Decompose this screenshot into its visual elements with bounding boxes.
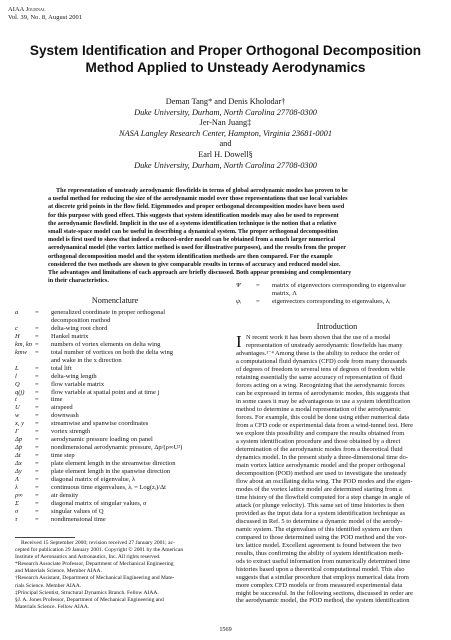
nomenclature-entry (15, 508, 215, 516)
nomenclature-entry (15, 492, 215, 500)
nomenclature-definition: matrix of eigenvectors corresponding to eigenvalue (272, 282, 406, 289)
nomenclature-entry (15, 333, 215, 341)
author-names: Deman Tang* and Denis Kholodar† (165, 97, 286, 106)
equals-sign: = (35, 428, 39, 436)
nomenclature-symbol: U (15, 404, 20, 412)
equals-sign: = (35, 507, 39, 515)
introduction-line: of degrees of freedom to several tens of degrees of freedom while (236, 365, 406, 373)
nomenclature-entry (236, 282, 436, 290)
introduction-line: discussed in Ref. 5 to determine a dynamic model of the aerody- (236, 517, 403, 525)
nomenclature-symbol: Δy (15, 468, 22, 476)
nomenclature-definition: delta-wing root chord (51, 324, 108, 332)
nomenclature-entry (15, 381, 215, 389)
nomenclature-definition: singular values of Q (51, 507, 104, 515)
introduction-line: might be successful. In the following sections, discussed in order are (236, 589, 413, 597)
nomenclature-symbol: Q (15, 380, 20, 388)
footnote-line: ‡Principal Scientist, Structural Dynamics Branch. Fellow AIAA. (15, 589, 159, 596)
nomenclature-entry (15, 309, 215, 317)
equals-sign: = (35, 436, 39, 444)
introduction-line: attack (or plunge velocity). This same set of time histories is then (236, 501, 405, 509)
abstract-line: in their characteristics. (48, 277, 109, 285)
footnote-line: Received 15 September 2000; revision received 27 January 2001; ac- (21, 540, 175, 546)
introduction-line: namic system. The eigenvalues of this identified system are then (236, 525, 403, 533)
nomenclature-definition: numbers of vortex elements on delta wing (51, 340, 161, 348)
introduction-line: ods to extract useful information from numerically determined time (236, 557, 411, 565)
author-block (0, 97, 451, 171)
nomenclature-list-right (236, 282, 436, 306)
nomenclature-entry (15, 420, 215, 428)
introduction-line: forces acting on a wing. Recognizing that the aerodynamic forces (236, 381, 405, 389)
introduction-line: dynamics model. In the present study a three-dimensional time do- (236, 453, 408, 461)
footnote-line: and Materials Science. Member AIAA. (15, 568, 102, 575)
title-line: System Identification and Proper Orthogonal Decomposition (29, 43, 422, 58)
nomenclature-entry (15, 396, 215, 404)
equals-sign: = (35, 348, 39, 356)
abstract-line: for this purpose with good effect. This suggests that system identification models may also be used to represent (48, 211, 339, 219)
nomenclature-definition-continued: and wake in the x direction (51, 356, 122, 364)
nomenclature-entry (15, 404, 215, 412)
nomenclature-definition: downwash (51, 412, 79, 420)
nomenclature-symbol: Ψ (236, 282, 241, 289)
footnote-line: rials Science. Member AIAA. (15, 582, 82, 589)
introduction-line: a computational fluid dynamics (CFD) code from many thousands (236, 357, 407, 365)
equals-sign: = (35, 491, 39, 499)
introduction-heading: Introduction (316, 322, 358, 331)
nomenclature-definition: streamwise and spanwise coordinates (51, 420, 149, 428)
title-line: Method Applied to Unsteady Aerodynamics (85, 60, 366, 75)
nomenclature-symbol: Δt (15, 452, 21, 460)
nomenclature-entry (15, 500, 215, 508)
nomenclature-heading: Nomenclature (91, 296, 139, 305)
introduction-line: tex lattice model. Excellent agreement is found between the two (236, 541, 402, 549)
introduction-body (236, 334, 438, 605)
nomenclature-symbol: ρ∞ (15, 491, 23, 499)
nomenclature-symbol: c (15, 324, 18, 332)
abstract-line: the aerodynamic flowfield. Implicit in the use of a systems identification technique is the notion that a relative (48, 219, 337, 227)
nomenclature-definition: nondimensional aerodynamic pressure, Δp/(ρ∞U²) (51, 444, 183, 452)
abstract-line: The advantages and limitations of each approach are briefly discussed. Both appear promising and complementary (48, 269, 352, 277)
nomenclature-symbol: x, y (15, 420, 25, 428)
nomenclature-definition-continued: decomposition method (51, 316, 111, 324)
abstract-line: aerodynamical model (the vortex lattice method is used for illustrative purposes), and the results from the proper (48, 244, 346, 252)
equals-sign: = (256, 282, 260, 289)
nomenclature-symbol: t (15, 396, 17, 404)
equals-sign: = (35, 309, 39, 316)
nomenclature-symbol: Σ (15, 499, 19, 507)
introduction-line: N recent work it has been shown that the use of a modal (246, 334, 391, 341)
nomenclature-entry (15, 341, 215, 349)
equals-sign: = (256, 297, 260, 305)
author-names: Earl H. Dowell§ (198, 149, 253, 159)
introduction-line: in some cases it may be advantageous to use a system identification (236, 397, 411, 405)
introduction-line: main vortex lattice aerodynamic model and the proper orthogonal (236, 461, 406, 469)
nomenclature-entry (15, 476, 215, 484)
introduction-line: determination of the aerodynamic modes from a theoretical fluid (236, 445, 403, 453)
nomenclature-symbol: Γ (15, 428, 19, 436)
nomenclature-entry (15, 412, 215, 420)
introduction-line: time history of the flowfield computed for a step change in angle of (236, 493, 411, 501)
abstract (48, 187, 404, 285)
equals-sign: = (35, 476, 39, 484)
author-affiliation: Duke University, Durham, North Carolina 27708-0300 (134, 160, 317, 170)
footnotes (15, 540, 215, 611)
introduction-line: method to determine a modal representation of the aerodynamic (236, 405, 401, 413)
equals-sign: = (35, 468, 39, 476)
nomenclature-symbol: a (15, 309, 19, 316)
footnote-line: Materials Science. Fellow AIAA. (15, 603, 90, 610)
equals-sign: = (35, 332, 39, 340)
nomenclature-definition: total lift (51, 364, 72, 372)
page-number: 1569 (219, 626, 232, 633)
nomenclature-definition: diagonal matrix of singular values, σ (51, 499, 147, 507)
equals-sign: = (35, 372, 39, 380)
journal-name: AIAA Journal (8, 6, 46, 13)
nomenclature-entry (15, 325, 215, 333)
footnote-rule (15, 537, 75, 538)
footnote-line: §J. A. Jones Professor, Department of Mechanical Engineering and (15, 596, 164, 603)
equals-sign: = (35, 515, 39, 523)
abstract-line: orthogonal decomposition model and the system identification methods are then compared. For the example (48, 252, 333, 260)
introduction-line: forces. For example, this could be done using either numerical data (236, 413, 410, 421)
nomenclature-entry (15, 436, 215, 444)
abstract-line: at discrete grid points in the flow field. Eigenmodes and proper orthogonal decomposition modes have been used (48, 203, 345, 211)
paper-title (0, 42, 451, 76)
nomenclature-entry (15, 365, 215, 373)
abstract-line: small state-space model can be useful in describing a dynamical system. The proper orthogonal decomposition (48, 228, 338, 236)
nomenclature-definition: plate element length in the spanwise direction (51, 468, 171, 476)
introduction-line: we explore this possibility and compare the results obtained from (236, 429, 405, 437)
journal-header (8, 6, 82, 22)
nomenclature-definition-continued: matrix, Λ (272, 289, 297, 297)
nomenclature-definition: vortex strength (51, 428, 91, 436)
nomenclature-entry (15, 428, 215, 436)
nomenclature-definition: eigenvectors corresponding to eigenvalues, λᵢ (272, 297, 391, 305)
footnote-line: *Research Associate Professor, Department of Mechanical Engineering (15, 561, 174, 568)
nomenclature-definition: diagonal matrix of eigenvalue, λ (51, 476, 136, 484)
equals-sign: = (35, 388, 39, 396)
nomenclature-definition: Hankel matrix (51, 332, 89, 340)
introduction-line: provided as the input data for a system identification technique as (236, 509, 406, 517)
equals-sign: = (35, 460, 39, 468)
nomenclature-symbol: σ (15, 507, 19, 515)
nomenclature-entry (15, 452, 215, 460)
introduction-line: representation of unsteady aerodynamic flowfields has many (246, 341, 403, 349)
introduction-line: results, thus confirming the ability of system identification meth- (236, 549, 404, 557)
author-and: and (219, 139, 232, 149)
nomenclature-entry (15, 373, 215, 381)
nomenclature-definition: flow variable at spatial point and at time j (51, 388, 160, 396)
nomenclature-symbol: λ (15, 483, 18, 491)
introduction-line: the aerodynamic model, the POD method, the system identification (236, 597, 410, 605)
nomenclature-definition: generalized coordinate in proper orthogonal (51, 309, 166, 316)
introduction-line: more complex CFD models or from measured experimental data (236, 581, 403, 589)
introduction-line: decomposition (POD) method are used to investigate the unsteady (236, 469, 407, 477)
footnote-line: †Research Assistant, Department of Mechanical Engineering and Mate- (15, 575, 175, 582)
introduction-line: modes of the vortex lattice model are determined starting from a (236, 485, 402, 493)
nomenclature-symbol: H (15, 332, 20, 340)
author-names: Jer-Nan Juang‡ (199, 118, 252, 128)
abstract-line: a useful method for reducing the size of the aerodynamic model over those representations that use local variables (48, 195, 348, 203)
nomenclature-entry (15, 444, 215, 452)
nomenclature-entry (15, 516, 215, 524)
nomenclature-entry (15, 389, 215, 397)
author-affiliation: NASA Langley Research Center, Hampton, Virginia 23681-0001 (119, 128, 332, 138)
introduction-line: a system identification procedure and those obtained by a direct (236, 437, 401, 445)
author-affiliation: Duke University, Durham, North Carolina 27708-0300 (134, 107, 317, 117)
nomenclature-entry (15, 349, 215, 357)
equals-sign: = (35, 340, 39, 348)
equals-sign: = (35, 364, 39, 372)
equals-sign: = (35, 483, 39, 491)
equals-sign: = (35, 380, 39, 388)
nomenclature-symbol: Δx (15, 460, 22, 468)
footnote-line: cepted for publication 29 January 2001. Copyright © 2001 by the American (15, 547, 184, 554)
nomenclature-definition: airspeed (51, 404, 73, 412)
introduction-line: from a CFD code or experimental data from a wind-tunnel test. Here (236, 421, 413, 429)
nomenclature-symbol: km, kn (15, 340, 32, 348)
introduction-line: suggests that a similar procedure that employs numerical data from (236, 573, 409, 581)
equals-sign: = (35, 499, 39, 507)
abstract-line: The representation of unsteady aerodynamic flowfields in terms of global aerodynamic modes has proven to be (56, 187, 348, 194)
nomenclature-entry (236, 298, 436, 306)
introduction-line: advantages.¹⁻⁴ Among these is the ability to reduce the order of (236, 349, 400, 357)
nomenclature-definition: plate element length in the streamwise direction (51, 460, 176, 468)
abstract-line: model is first used to show that indeed a reduced-order model can be obtained from a much larger numerical (48, 236, 336, 244)
equals-sign: = (35, 412, 39, 420)
journal-volume: Vol. 39, No. 8, August 2001 (8, 14, 83, 21)
equals-sign: = (35, 404, 39, 412)
nomenclature-definition: delta-wing length (51, 372, 97, 380)
introduction-line: histories based upon a theoretical computational model. This also (236, 565, 405, 573)
drop-cap: I (236, 332, 242, 351)
equals-sign: = (35, 452, 39, 460)
nomenclature-definition: time step (51, 452, 75, 460)
nomenclature-symbol: ψᵢ (236, 297, 242, 305)
introduction-line: flow about an oscillating delta wing. The POD modes and the eigen- (236, 477, 413, 485)
nomenclature-symbol: l (15, 372, 17, 380)
introduction-line: can be expressed in terms of aerodynamic modes, this suggests that (236, 389, 410, 397)
abstract-line: considered the two methods are shown to give comparable results in terms of accuracy and reduced model size. (48, 260, 341, 268)
nomenclature-entry (15, 468, 215, 476)
nomenclature-definition: aerodynamic pressure loading on panel (51, 436, 153, 444)
nomenclature-symbol: q(j) (15, 388, 25, 396)
nomenclature-symbol: w (15, 412, 20, 420)
nomenclature-definition: air density (51, 491, 79, 499)
nomenclature-definition: continuous time eigenvalues, λᵢ = Log(zᵢ)/Δt (51, 483, 166, 491)
nomenclature-definition: nondimensional time (51, 515, 106, 523)
nomenclature-symbol: L (15, 364, 19, 372)
equals-sign: = (35, 396, 39, 404)
nomenclature-symbol: τ (15, 515, 18, 523)
nomenclature-symbol: Δp (15, 436, 23, 444)
nomenclature-symbol: Λ (15, 476, 19, 484)
nomenclature-definition: flow variable matrix (51, 380, 105, 388)
nomenclature-list (15, 309, 215, 524)
nomenclature-symbol: kmw (15, 348, 27, 356)
nomenclature-definition: total number of vortices on both the delta wing (51, 348, 174, 356)
footnote-line: Institute of Aeronautics and Astronautics, Inc. All rights reserved. (15, 554, 161, 561)
nomenclature-definition: time (51, 396, 63, 404)
equals-sign: = (35, 420, 39, 428)
equals-sign: = (35, 324, 39, 332)
nomenclature-entry (15, 460, 215, 468)
equals-sign: = (35, 444, 39, 452)
introduction-line: retaining essentially the same accuracy of representation of fluid (236, 373, 403, 381)
nomenclature-entry (15, 484, 215, 492)
introduction-line: compared to those determined using the POD method and the vor- (236, 533, 407, 541)
nomenclature-symbol: Δp̄ (15, 444, 23, 452)
